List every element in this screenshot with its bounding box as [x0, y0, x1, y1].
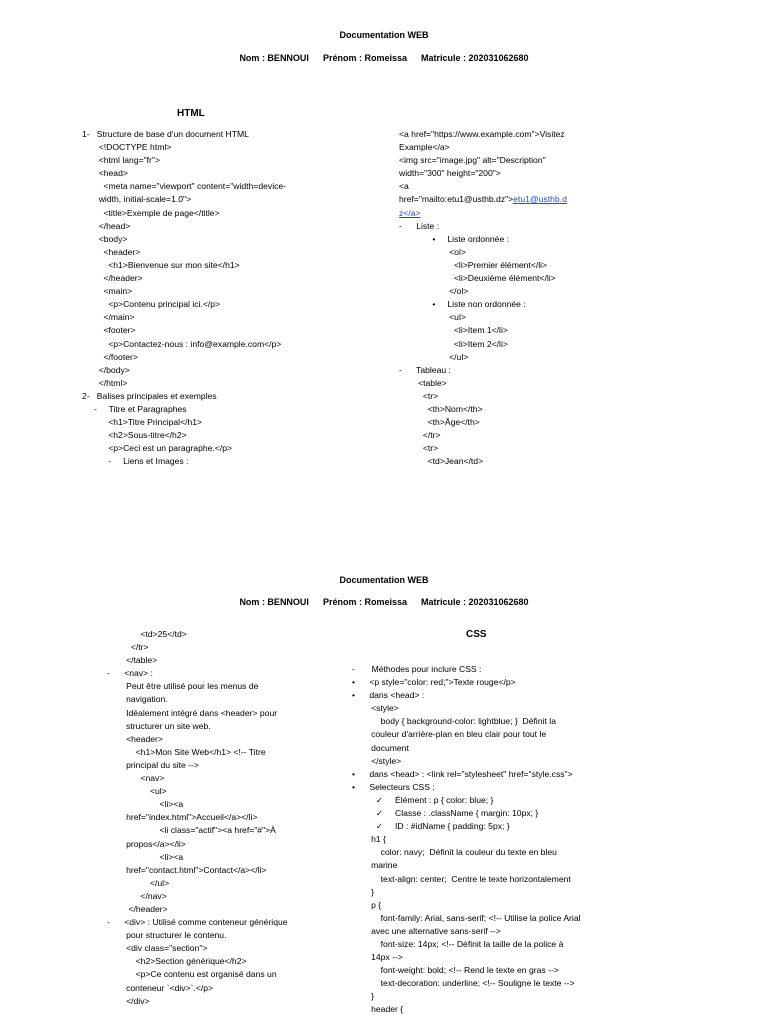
- page1-left-line: <p>Contenu principal ici.</p>: [82, 299, 221, 310]
- page1-right-line: Example</a>: [399, 142, 450, 153]
- page1-right-column: [399, 128, 629, 468]
- page2-right-line: font-size: 14px; <!-- Définit la taille de la police à: [352, 938, 564, 949]
- page1-right-line: <a: [399, 181, 409, 192]
- page2-left-line: - <nav> :: [107, 668, 153, 679]
- page2-student-info: [0, 597, 768, 607]
- page1-right-line: href="mailto:etu1@usthb.dz">etu1@usthb.d: [399, 194, 567, 205]
- page2-left-line: <p>Ce contenu est organisé dans un: [107, 969, 277, 980]
- page2-right-line: font-family: Arial, sans-serif; <!-- Utilise la police Arial: [352, 912, 581, 923]
- page2-right-line: couleur d'arrière-plan en bleu clair pour tout le: [352, 729, 547, 740]
- page1-left-line: <body>: [82, 233, 128, 244]
- page1-right-line: width="300" height="200">: [399, 168, 501, 179]
- page1-right-line: [399, 207, 629, 220]
- page1-left-line: </html>: [82, 377, 128, 388]
- page1-right-line: <ol>: [399, 246, 466, 257]
- page2-left-line: <header>: [107, 733, 163, 744]
- page2-right-line: text-decoration: underline; <!-- Souligne le texte -->: [352, 978, 575, 989]
- page1-left-line: </header>: [82, 273, 143, 284]
- page2-doc-title: Documentation WEB: [339, 575, 429, 585]
- page1-left-line: </head>: [82, 220, 131, 231]
- page2-right-line: ✓ Élément : p { color: blue; }: [352, 794, 494, 805]
- page1-right-line: • Liste ordonnée :: [399, 233, 510, 244]
- page2-left-line: navigation.: [107, 694, 168, 705]
- page2-right-line: <style>: [352, 703, 399, 714]
- page1-left-line: - Titre et Paragraphes: [82, 403, 187, 414]
- page1-right-line: <tr>: [399, 390, 439, 401]
- page1-left-line: <p>Contactez-nous : info@example.com</p>: [82, 338, 282, 349]
- page1-right-line: • Liste non ordonnée :: [399, 299, 526, 310]
- page1-left-line: 1- Structure de base d'un document HTML: [82, 129, 249, 139]
- page1-right-line: <img src="image.jpg" alt="Description": [399, 155, 546, 166]
- page2-left-line: pour structurer le contenu.: [107, 930, 227, 941]
- page2-right-line: marine: [352, 860, 398, 871]
- page2-left-line: </tr>: [107, 642, 149, 653]
- page2-right-line: p {: [352, 899, 382, 910]
- page2-right-line: • Selecteurs CSS :: [352, 781, 435, 792]
- page2-left-line: conteneur `<div>`.</p>: [107, 982, 214, 993]
- page1-right-line: <td>Jean</td>: [399, 456, 484, 467]
- page2-right-line: • dans <head> : <link rel="stylesheet" href="style.css">: [352, 768, 573, 779]
- page1-right-line: </ul>: [399, 351, 469, 362]
- page2-left-line: - <div> : Utilisé comme conteneur générique: [107, 917, 288, 928]
- page2-left-line: Idéalement intégré dans <header> pour: [107, 707, 278, 718]
- page1-right-line: <ul>: [399, 312, 466, 323]
- page2-right-line: 14px -->: [352, 952, 403, 963]
- page1-left-line: <p>Ceci est un paragraphe.</p>: [82, 443, 233, 454]
- page2-left-line: principal du site -->: [107, 759, 199, 770]
- page1-left-line: - Liens et Images :: [82, 456, 189, 467]
- page1-left-line: width, initial-scale=1.0">: [82, 194, 192, 205]
- page2-right-line: color: navy; Définit la couleur du texte en bleu: [352, 847, 557, 858]
- page2-right-line: h1 {: [352, 834, 386, 845]
- page1-left-line: <meta name="viewport" content="width=device-: [82, 181, 287, 192]
- page1-section-title: HTML: [177, 108, 205, 119]
- page1-left-line: <head>: [82, 168, 128, 179]
- page2-right-line: font-weight: bold; <!-- Rend le texte en gras -->: [352, 965, 559, 976]
- page1-right-line: <li>Item 1</li>: [399, 325, 508, 336]
- page2-prenom: Prénom : Romeissa: [322, 597, 407, 607]
- page2-left-line: <li class="actif"><a href="#">À: [107, 825, 276, 836]
- page1-left-line: <!DOCTYPE html>: [82, 142, 172, 153]
- page2-left-line: <h2>Section générique</h2>: [107, 956, 247, 967]
- page2-nom: Nom : BENNOUI: [239, 597, 309, 607]
- page2-left-line: </div>: [107, 995, 150, 1006]
- page1-nom: Nom : BENNOUI: [239, 53, 309, 63]
- page1-left-line: <main>: [82, 286, 133, 297]
- page2-right-line: • dans <head> :: [352, 690, 425, 701]
- page2-left-line: href="contact.html">Contact</a></li>: [107, 864, 267, 875]
- page1-left-line: <html lang="fr">: [82, 155, 160, 166]
- page2-right-line: body { background-color: lightblue; } Définit la: [352, 716, 556, 727]
- page1-left-line: <header>: [82, 246, 141, 257]
- page1-left-line: </main>: [82, 312, 135, 323]
- page2-section-title: CSS: [466, 629, 487, 640]
- page1-right-line: <th>Nom</th>: [399, 403, 483, 414]
- page1-right-line: - Tableau :: [399, 364, 451, 375]
- page1-left-line: <footer>: [82, 325, 136, 336]
- page2-left-line: <li><a: [107, 799, 184, 810]
- page2-right-line: header {: [352, 1004, 404, 1015]
- page2-right-line: text-align: center; Centre le texte horizontalement: [352, 873, 571, 884]
- page2-right-line: document: [352, 742, 409, 753]
- page1-left-line: <h1>Bienvenue sur mon site</h1>: [82, 259, 240, 270]
- page2-left-line: Peut être utilisé pour les menus de: [107, 681, 259, 692]
- page2-right-line: ✓ ID : #idName { padding: 5px; }: [352, 821, 510, 832]
- page1-left-line: <h2>Sous-titre</h2>: [82, 430, 187, 441]
- page2-right-line: - Méthodes pour inclure CSS :: [352, 664, 482, 674]
- page1-right-line: <a href="https://www.example.com">Visitez: [399, 129, 565, 139]
- page2-left-line: structurer un site web.: [107, 720, 211, 731]
- page1-right-line: <li>Premier élément</li>: [399, 259, 548, 270]
- page1-left-line: </footer>: [82, 351, 138, 362]
- page1-right-line: <li>Item 2</li>: [399, 338, 508, 349]
- page1-right-line: <th>Âge</th>: [399, 417, 480, 428]
- page1-left-line: </body>: [82, 364, 130, 375]
- page2-left-line: <nav>: [107, 773, 165, 784]
- page1-left-line: <title>Exemple de page</title>: [82, 207, 220, 218]
- page1-right-line: <li>Deuxième élément</li>: [399, 273, 556, 284]
- page1-prenom: Prénom : Romeissa: [322, 53, 407, 63]
- email-link[interactable]: etu1@usthb.d: [513, 194, 567, 205]
- page2-left-line: </ul>: [107, 877, 170, 888]
- page1-right-line: </tr>: [399, 430, 441, 441]
- page2-right-line: }: [352, 886, 374, 897]
- page2-left-line: <td>25</td>: [107, 629, 187, 639]
- page2-left-line: href="index.html">Accueil</a></li>: [107, 812, 258, 823]
- page1-left-line: 2- Balises principales et exemples: [82, 390, 217, 401]
- page1-right-line: - Liste :: [399, 220, 440, 231]
- page1-left-line: <h1>Titre Principal</h1>: [82, 417, 203, 428]
- page2-left-line: <h1>Mon Site Web</h1> <!-- Titre: [107, 746, 266, 757]
- page1-matricule: Matricule : 202031062680: [420, 53, 529, 63]
- page2-right-line: </style>: [352, 755, 402, 766]
- page2-left-column: [107, 628, 337, 1008]
- page2-left-line: propos</a></li>: [107, 838, 186, 849]
- email-link-continued[interactable]: z</a>: [399, 207, 421, 218]
- page2-left-line: </nav>: [107, 890, 167, 901]
- page2-right-line: }: [352, 991, 374, 1002]
- page1-student-info: [0, 53, 768, 63]
- page2-matricule: Matricule : 202031062680: [420, 597, 529, 607]
- page1-right-line: <tr>: [399, 443, 439, 454]
- page2-left-line: </table>: [107, 655, 158, 666]
- page1-right-line: </ol>: [399, 286, 469, 297]
- page2-right-line: avec une alternative sans-serif -->: [352, 925, 501, 936]
- page2-right-line: • <p style="color: red;">Texte rouge</p>: [352, 677, 516, 688]
- page1-doc-title: Documentation WEB: [339, 30, 429, 40]
- page2-right-column: [352, 663, 652, 1017]
- page1-right-line: <table>: [399, 377, 447, 388]
- page1-left-column: [82, 128, 382, 468]
- page2-left-line: <div class="section">: [107, 943, 208, 954]
- page2-left-line: </header>: [107, 903, 168, 914]
- page2-left-line: <ul>: [107, 786, 167, 797]
- page2-right-line: ✓ Classe : .className { margin: 10px; }: [352, 808, 539, 819]
- page2-left-line: <li><a: [107, 851, 184, 862]
